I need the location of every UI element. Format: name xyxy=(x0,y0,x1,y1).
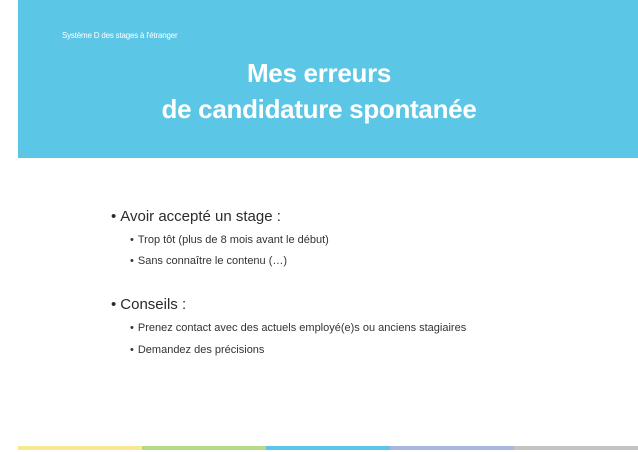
sub-bullet-text: Demandez des précisions xyxy=(137,344,265,356)
sub-bullet-text: Sans connaître le contenu (…) xyxy=(137,255,288,267)
bullet-dot-icon: • xyxy=(130,255,134,267)
sub-bullet xyxy=(130,322,466,334)
footer-segment xyxy=(18,446,142,450)
sub-bullet-text: Prenez contact avec des actuels employé(e)s ou anciens stagiaires xyxy=(137,322,467,334)
bullet-dot-icon: • xyxy=(111,296,117,313)
bullet-dot-icon: • xyxy=(130,234,134,246)
bullet-section1 xyxy=(111,208,281,225)
sub-bullet xyxy=(130,344,264,356)
sub-bullet xyxy=(130,234,329,246)
sub-bullet-text: Trop tôt (plus de 8 mois avant le début) xyxy=(137,234,329,246)
slide-title-line2: de candidature spontanée xyxy=(161,94,477,124)
presentation-subtitle: Système D des stages à l'étranger xyxy=(62,31,178,40)
footer-segment xyxy=(514,446,638,450)
bullet-section2 xyxy=(111,296,186,313)
footer-color-bar xyxy=(18,446,638,450)
sub-bullet xyxy=(130,255,287,267)
bullet-dot-icon: • xyxy=(130,344,134,356)
slide-title-line1: Mes erreurs xyxy=(246,58,392,88)
section1-heading: Avoir accepté un stage : xyxy=(120,208,281,225)
footer-segment xyxy=(142,446,266,450)
footer-segment xyxy=(266,446,390,450)
footer-segment xyxy=(390,446,514,450)
bullet-dot-icon: • xyxy=(130,322,134,334)
section2-heading: Conseils : xyxy=(120,296,187,313)
bullet-dot-icon: • xyxy=(111,208,117,225)
